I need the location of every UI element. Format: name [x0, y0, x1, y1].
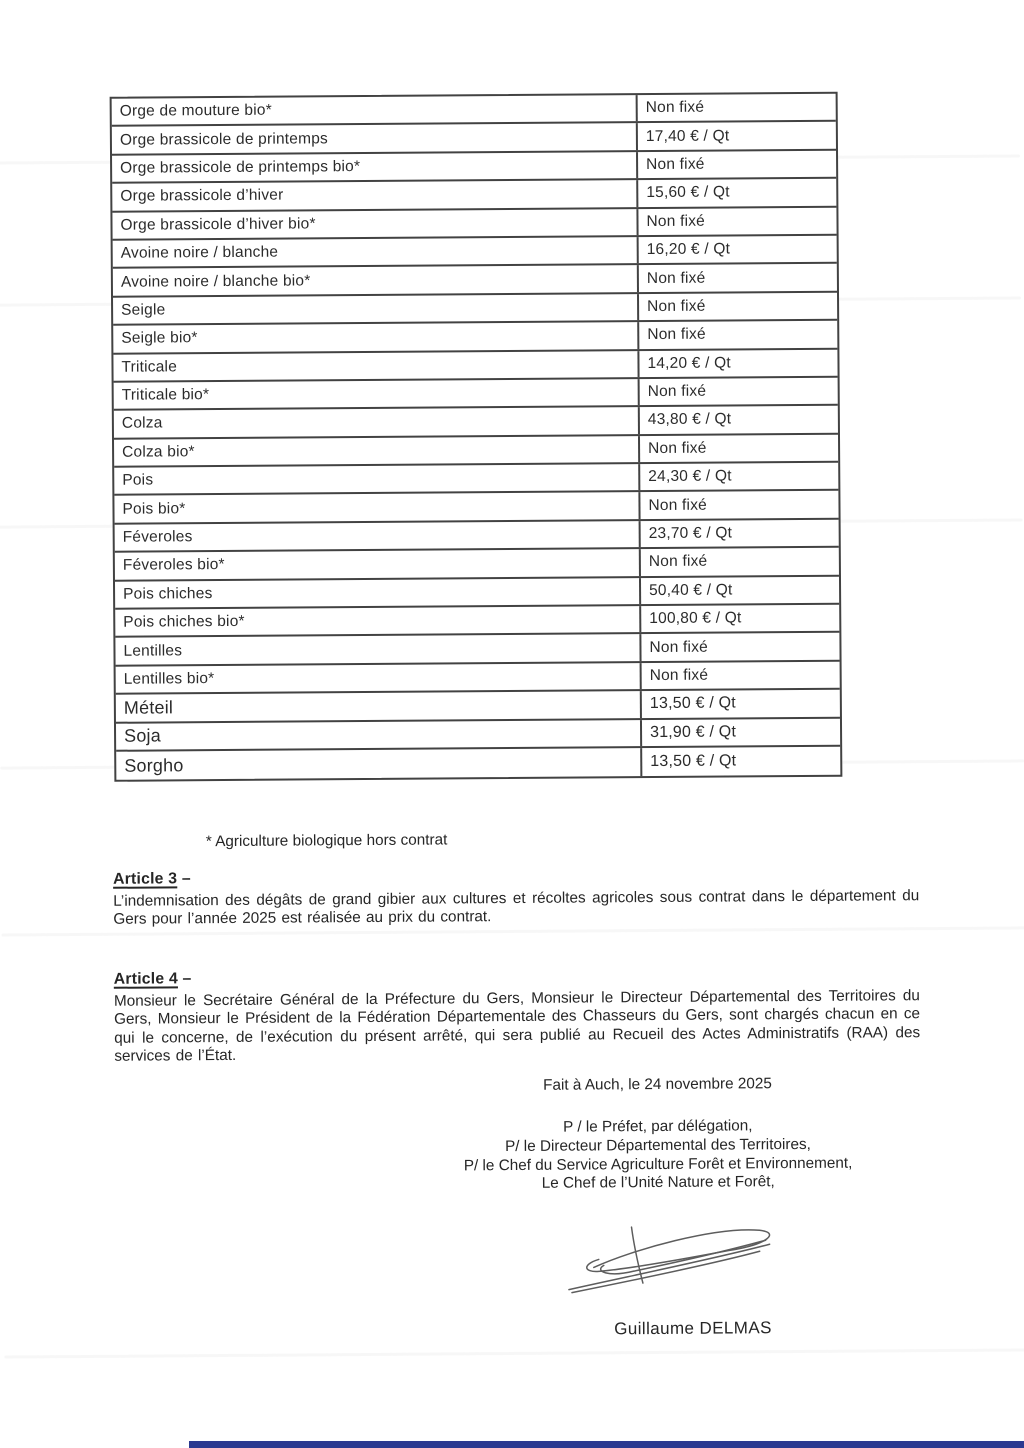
- article-4-heading-dash: –: [177, 970, 192, 988]
- crop-name-cell: Orge de mouture bio*: [112, 95, 638, 125]
- crop-name-cell: Orge brassicole d’hiver: [112, 180, 638, 210]
- signature-block: [333, 1116, 984, 1196]
- crop-price-cell: 16,20 € / Qt: [646, 240, 731, 259]
- signature-title-line: P / le Préfet, par délégation,: [563, 1117, 753, 1136]
- crop-price-cell: 15,60 € / Qt: [646, 183, 730, 202]
- dateline: Fait à Auch, le 24 novembre 2025: [543, 1075, 772, 1094]
- crop-price-cell: 100,80 € / Qt: [649, 609, 742, 628]
- crop-name-cell: Pois chiches bio*: [115, 606, 641, 636]
- crop-name-cell: Colza bio*: [114, 436, 640, 466]
- crop-name-cell: Pois: [114, 464, 640, 494]
- crop-price-cell: Non fixé: [646, 155, 705, 174]
- crop-price-cell: Non fixé: [649, 666, 709, 685]
- article-3-body: L’indemnisation des dégâts de grand gibier aux cultures et récoltes agricoles sous contrat dans le département du Gers pour l’année 2025 est réalisée au prix du contrat.: [113, 887, 920, 929]
- crop-name-cell: Colza: [114, 407, 640, 437]
- crop-name-cell: Seigle bio*: [113, 322, 639, 352]
- crop-price-cell: Non fixé: [645, 98, 705, 117]
- crop-name-cell: Féveroles: [115, 521, 641, 551]
- crop-name-cell: Avoine noire / blanche: [113, 237, 639, 267]
- article-4-heading: [114, 970, 192, 989]
- crop-name-cell: Soja: [116, 720, 642, 750]
- crop-price-cell: Non fixé: [648, 439, 707, 457]
- signature-title-line: P/ le Chef du Service Agriculture Forêt et Environnement,: [463, 1154, 853, 1174]
- article-4-heading-text: Article 4: [113, 970, 178, 988]
- crop-price-cell: Non fixé: [647, 382, 707, 401]
- crop-price-cell: 14,20 € / Qt: [647, 354, 731, 372]
- scan-streak: [4, 1348, 1024, 1358]
- article-3-heading-text: Article 3: [113, 870, 178, 888]
- crop-name-cell: Sorgho: [116, 748, 642, 780]
- table-footnote: * Agriculture biologique hors contrat: [205, 831, 448, 851]
- crop-name-cell: Seigle: [113, 294, 639, 324]
- crop-name-cell: Avoine noire / blanche bio*: [113, 265, 639, 295]
- signature-title-line: Le Chef de l’Unité Nature et Forêt,: [541, 1173, 775, 1193]
- crop-price-cell: 50,40 € / Qt: [649, 581, 733, 599]
- crop-name-cell: Lentilles: [115, 635, 641, 665]
- crop-price-cell: Non fixé: [648, 496, 708, 514]
- signature-title-line: P/ le Directeur Départemental des Territoires,: [504, 1135, 811, 1155]
- crop-price-cell: 13,50 € / Qt: [650, 752, 737, 771]
- crop-price-cell: 24,30 € / Qt: [648, 467, 732, 486]
- crop-name-cell: Orge brassicole d’hiver bio*: [112, 209, 638, 239]
- crop-name-cell: Pois chiches: [115, 578, 641, 608]
- crop-price-cell: 31,90 € / Qt: [650, 723, 737, 741]
- crop-name-cell: Orge brassicole de printemps: [112, 123, 638, 153]
- bottom-accent-bar: [189, 1441, 1024, 1448]
- crop-name-cell: Lentilles bio*: [116, 663, 642, 693]
- crop-price-cell: 17,40 € / Qt: [645, 127, 730, 145]
- signatory-name: Guillaume DELMAS: [614, 1318, 772, 1339]
- crop-price-cell: Non fixé: [647, 297, 706, 315]
- table-row: [116, 747, 840, 780]
- crop-price-cell: Non fixé: [647, 325, 706, 344]
- handwritten-signature: [563, 1210, 796, 1308]
- crop-price-cell: Non fixé: [648, 553, 708, 571]
- crop-name-cell: Méteil: [116, 691, 642, 721]
- crop-price-cell: 43,80 € / Qt: [647, 410, 732, 429]
- article-3-heading-dash: –: [177, 870, 191, 888]
- article-4-body: Monsieur le Secrétaire Général de la Préfecture du Gers, Monsieur le Directeur Départemental des Territoires du Gers, Monsieur le Président de la Fédération Départementale des Chasseurs du Gers, sont chargés chacun en ce qui le concerne, de l’exécution du présent arrêté, qui sera publié au Recueil des Actes Administratifs (RAA) des services de l’État.: [113, 987, 921, 1066]
- crop-name-cell: Orge brassicole de printemps bio*: [112, 152, 638, 182]
- crop-price-cell: 13,50 € / Qt: [649, 694, 736, 713]
- crop-price-cell: Non fixé: [649, 638, 708, 656]
- crop-price-cell: 23,70 € / Qt: [648, 524, 733, 543]
- crop-name-cell: Féveroles bio*: [115, 549, 641, 579]
- price-table: [110, 92, 843, 782]
- crop-name-cell: Triticale bio*: [114, 379, 640, 409]
- crop-price-cell: Non fixé: [646, 269, 706, 287]
- crop-name-cell: Pois bio*: [114, 493, 640, 523]
- article-3-heading: [113, 870, 191, 889]
- crop-name-cell: Triticale: [113, 351, 639, 381]
- crop-price-cell: Non fixé: [646, 212, 706, 230]
